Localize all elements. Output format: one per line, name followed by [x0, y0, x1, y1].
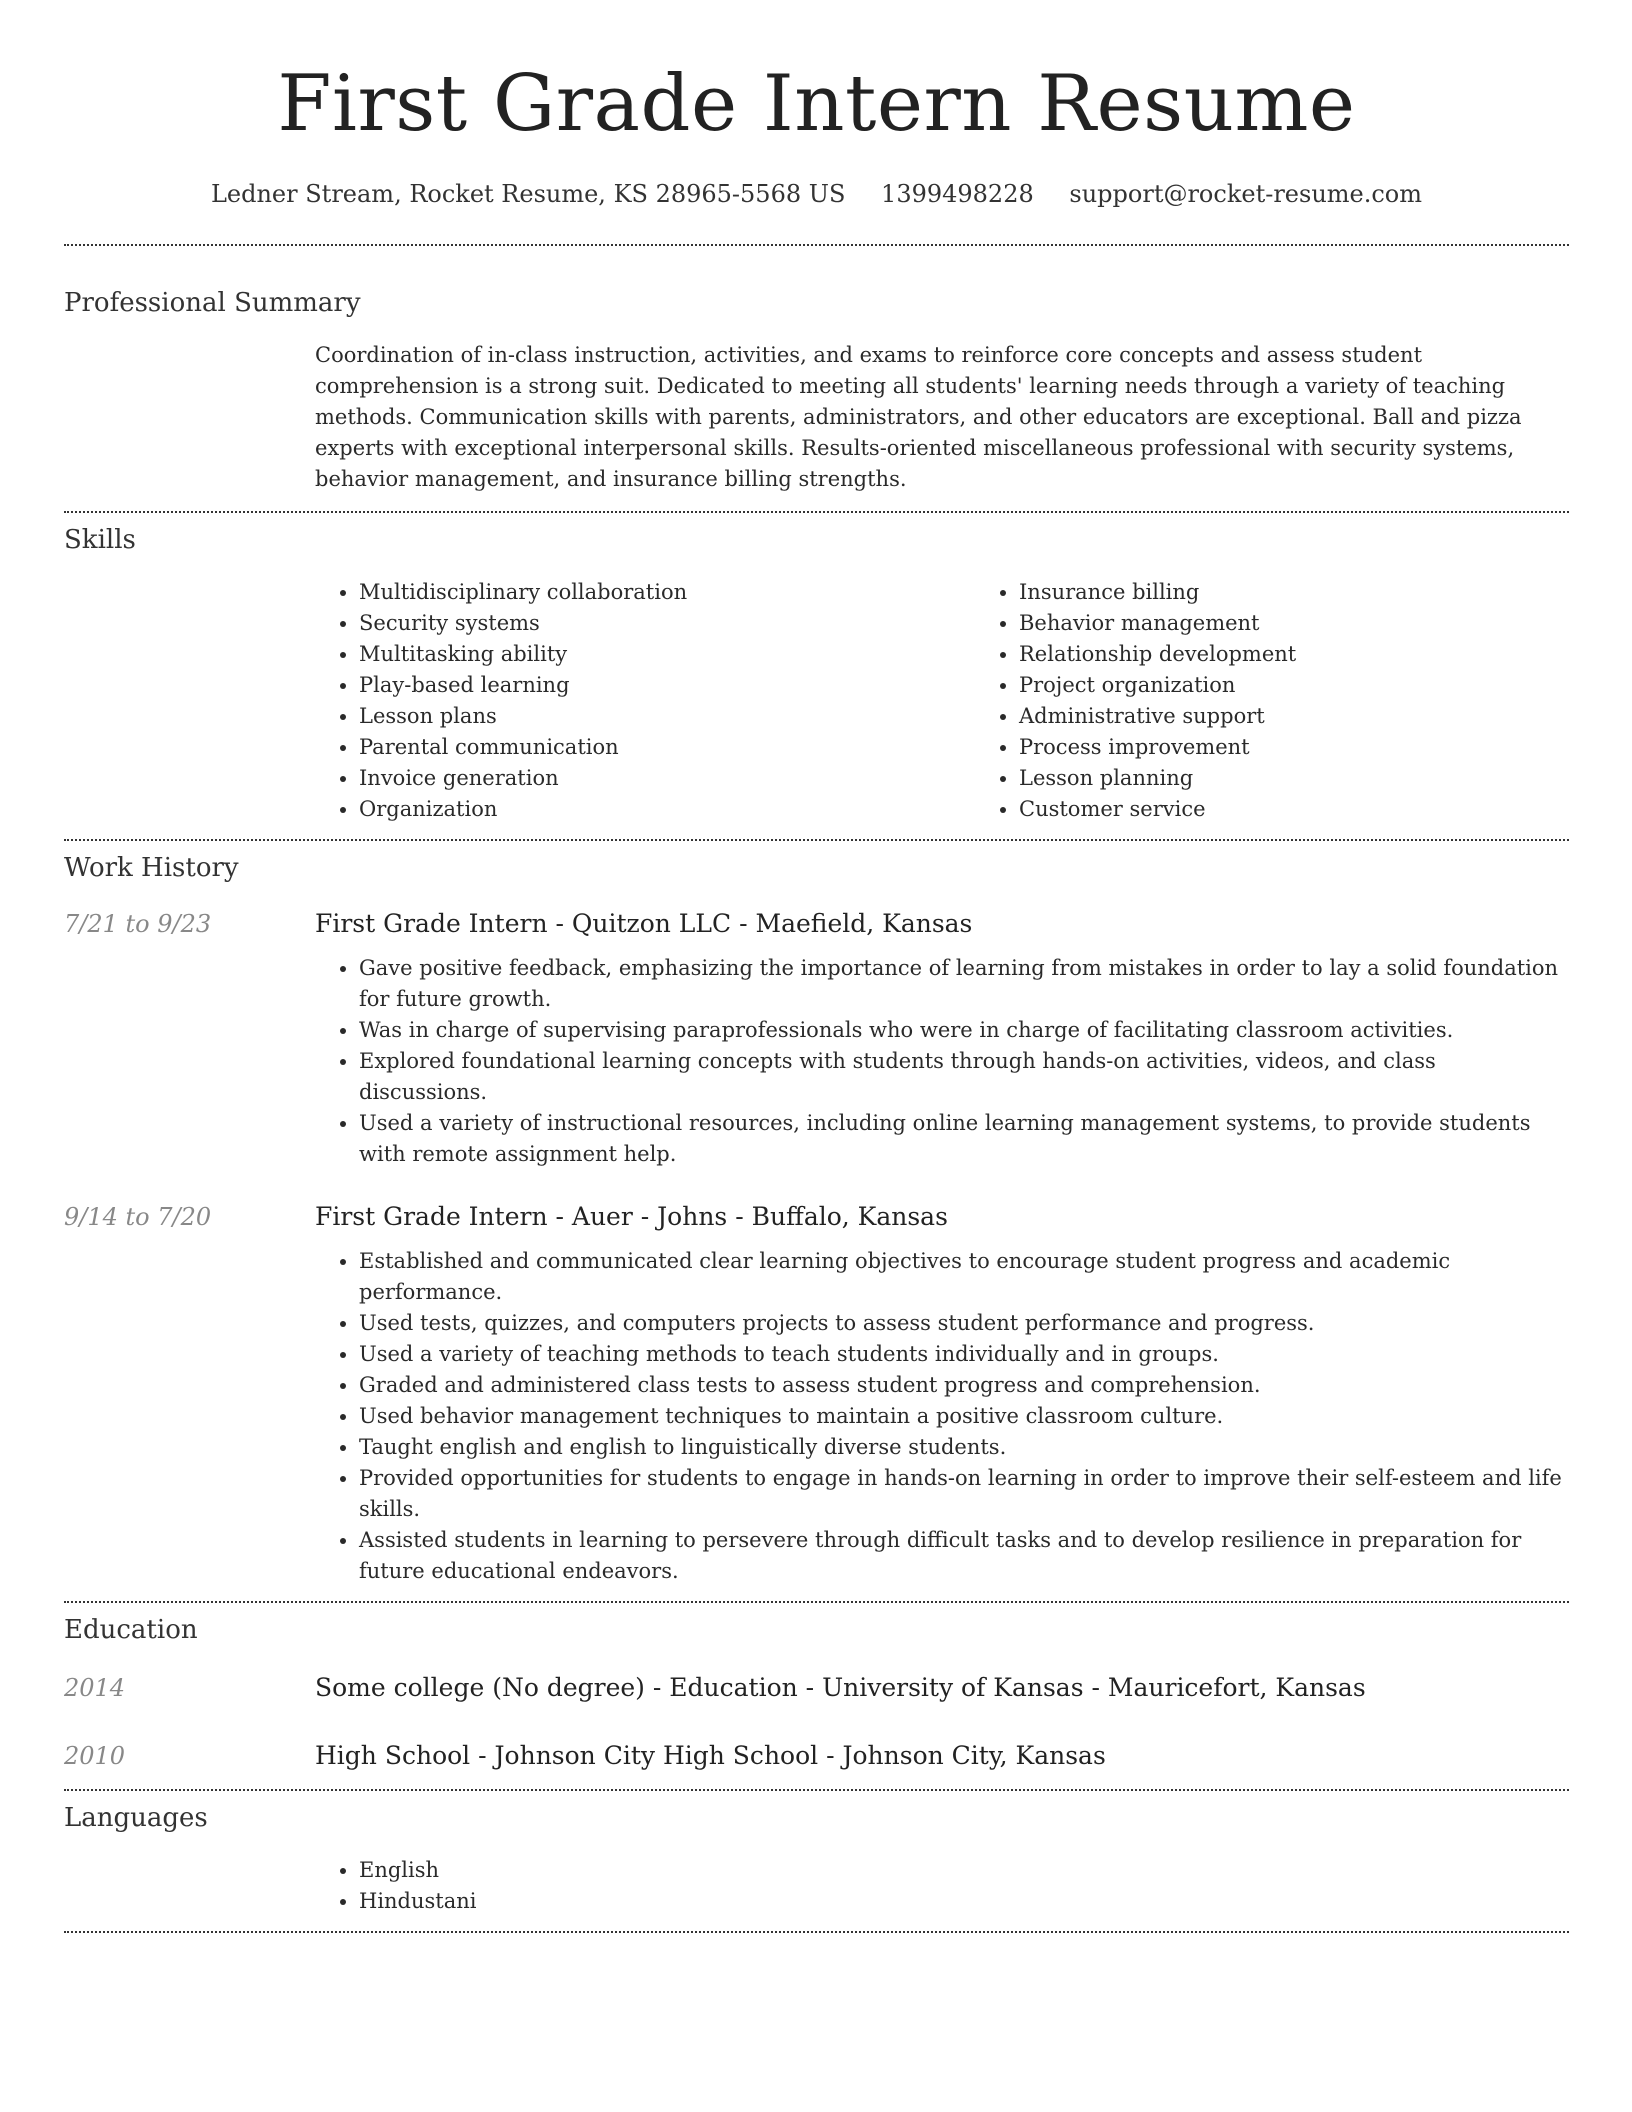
section-title-skills: Skills: [64, 525, 136, 555]
section-title-summary: Professional Summary: [64, 288, 361, 318]
contact-line: [64, 178, 1569, 210]
education-heading: High School - Johnson City High School - Johnson City, Kansas: [315, 1741, 1106, 1770]
education-heading: Some college (No degree) - Education - University of Kansas - Mauricefort, Kansas: [315, 1673, 1366, 1702]
job-bullet: • Assisted students in learning to persevere through difficult tasks and to develop resilience in preparation for future educational endeavors.: [359, 1525, 1569, 1587]
skill-item: • Insurance billing: [1019, 577, 1632, 608]
contact-address: Ledner Stream, Rocket Resume, KS 28965-5568 US: [210, 180, 846, 208]
job-bullet: • Used tests, quizzes, and computers projects to assess student performance and progress.: [359, 1308, 1569, 1339]
contact-email: support@rocket-resume.com: [1069, 180, 1423, 208]
job-bullet: • Was in charge of supervising paraprofessionals who were in charge of facilitating classroom activities.: [359, 1015, 1569, 1046]
skills-section: [64, 513, 1569, 825]
summary-section: [64, 246, 1569, 495]
language-item: • English: [359, 1855, 1569, 1886]
skill-item: • Administrative support: [1019, 701, 1632, 732]
job-dates: 7/21 to 9/23: [64, 910, 212, 938]
section-title-education: Education: [64, 1615, 198, 1645]
job-heading: First Grade Intern - Auer - Johns - Buffalo, Kansas: [315, 1202, 948, 1231]
job-bullet: • Taught english and english to linguistically diverse students.: [359, 1432, 1569, 1463]
summary-text: Coordination of in-class instruction, activities, and exams to reinforce core concepts and assess student comprehension is a strong suit. Dedicated to meeting all students' learning needs through a variety of teaching methods. Communication skills with parents, administrators, and other educators are exceptional. Ball and pizza experts with exceptional interpersonal skills. Results-oriented miscellaneous professional with security systems, behavior management, and insurance billing strengths.: [315, 343, 1522, 491]
skills-list-left: [315, 577, 975, 825]
job-bullets: [315, 953, 1569, 1170]
skill-item: • Relationship development: [1019, 639, 1632, 670]
job-dates: 9/14 to 7/20: [64, 1203, 212, 1231]
job-entry: [64, 907, 1569, 1170]
languages-section: [64, 1791, 1569, 1917]
section-divider: [64, 1931, 1569, 1933]
job-heading: First Grade Intern - Quitzon LLC - Maefield, Kansas: [315, 909, 973, 938]
skill-item: • Multidisciplinary collaboration: [359, 577, 975, 608]
skills-grid: [315, 577, 1569, 825]
skill-item: • Project organization: [1019, 670, 1632, 701]
resume-page: [64, 0, 1569, 1933]
section-title-work: Work History: [64, 853, 239, 883]
education-section: [64, 1603, 1569, 1773]
work-history-section: [64, 841, 1569, 1587]
job-bullets: [315, 1246, 1569, 1587]
language-item: • Hindustani: [359, 1886, 1569, 1917]
education-year: 2014: [64, 1674, 126, 1702]
skill-item: • Organization: [359, 794, 975, 825]
section-title-languages: Languages: [64, 1803, 208, 1833]
skill-item: • Customer service: [1019, 794, 1632, 825]
job-bullet: • Provided opportunities for students to engage in hands-on learning in order to improve their self-esteem and life skills.: [359, 1463, 1569, 1525]
skill-item: • Play-based learning: [359, 670, 975, 701]
job-bullet: • Used behavior management techniques to maintain a positive classroom culture.: [359, 1401, 1569, 1432]
job-entry: [64, 1200, 1569, 1587]
education-entry: [64, 1739, 1569, 1773]
resume-title: First Grade Intern Resume: [277, 59, 1356, 149]
education-entry: [64, 1671, 1569, 1705]
skill-item: • Lesson planning: [1019, 763, 1632, 794]
job-bullet: • Used a variety of teaching methods to teach students individually and in groups.: [359, 1339, 1569, 1370]
skills-list-right: [975, 577, 1632, 825]
skill-item: • Invoice generation: [359, 763, 975, 794]
skill-item: • Parental communication: [359, 732, 975, 763]
contact-phone: 1399498228: [881, 180, 1034, 208]
job-bullet: • Explored foundational learning concepts with students through hands-on activities, videos, and class discussions.: [359, 1046, 1569, 1108]
skill-item: • Multitasking ability: [359, 639, 975, 670]
skill-item: • Security systems: [359, 608, 975, 639]
job-bullet: • Used a variety of instructional resources, including online learning management systems, to provide students with remote assignment help.: [359, 1108, 1569, 1170]
job-bullet: • Established and communicated clear learning objectives to encourage student progress and academic performance.: [359, 1246, 1569, 1308]
skill-item: • Lesson plans: [359, 701, 975, 732]
skill-item: • Process improvement: [1019, 732, 1632, 763]
education-year: 2010: [64, 1742, 126, 1770]
job-bullet: • Graded and administered class tests to assess student progress and comprehension.: [359, 1370, 1569, 1401]
skill-item: • Behavior management: [1019, 608, 1632, 639]
job-bullet: • Gave positive feedback, emphasizing the importance of learning from mistakes in order to lay a solid foundation for future growth.: [359, 953, 1569, 1015]
languages-list: [315, 1855, 1569, 1917]
